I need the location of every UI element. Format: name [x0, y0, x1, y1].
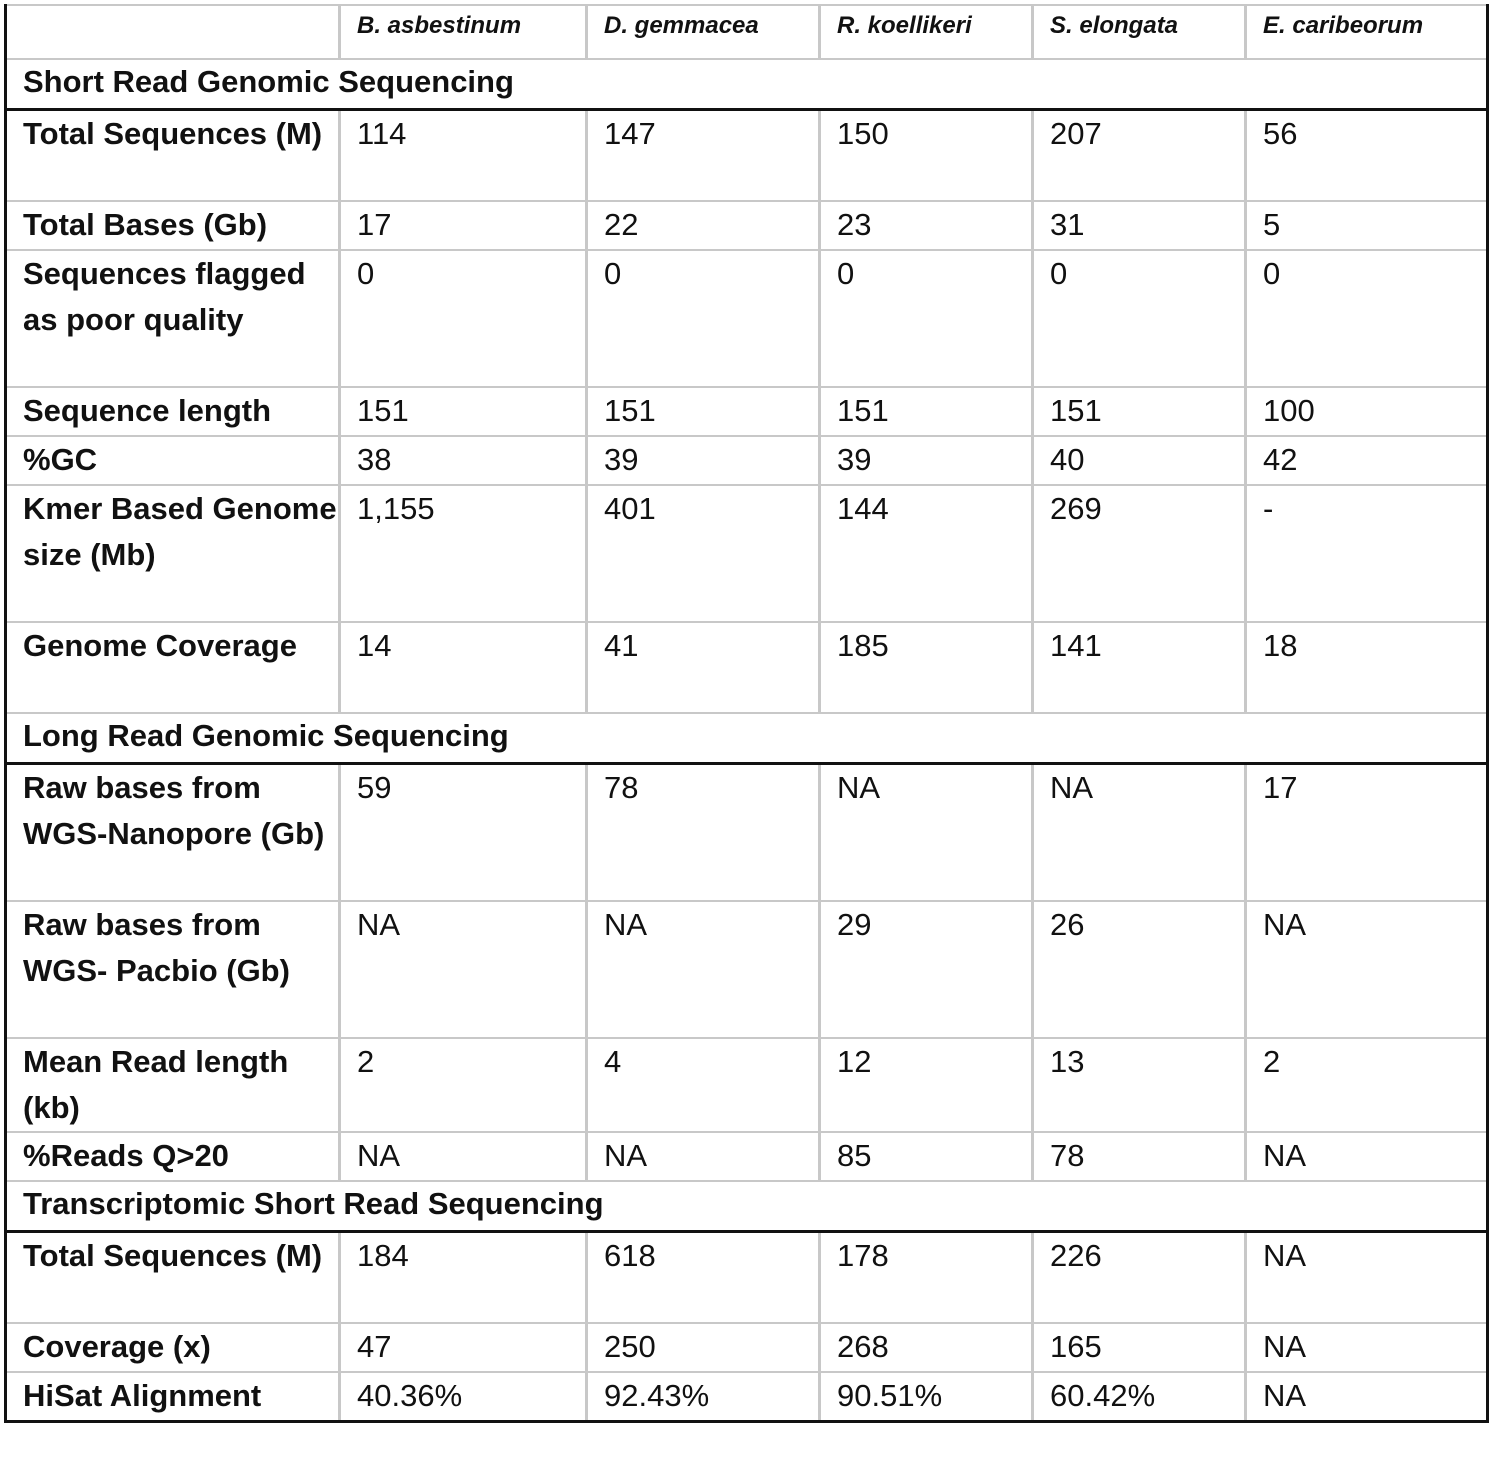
row-label: %Reads Q>20 — [6, 1132, 340, 1181]
value-cell: 41 — [587, 622, 820, 713]
value-cell: NA — [587, 901, 820, 1038]
row-label: Raw bases from WGS-Nanopore (Gb) — [6, 764, 340, 902]
row-label: Raw bases from WGS- Pacbio (Gb) — [6, 901, 340, 1038]
table-row — [6, 1132, 1488, 1181]
value-cell: 0 — [340, 250, 587, 387]
row-label: Total Bases (Gb) — [6, 201, 340, 250]
value-cell: NA — [1246, 1372, 1488, 1422]
value-cell: 38 — [340, 436, 587, 485]
value-cell: 185 — [820, 622, 1033, 713]
value-cell: 31 — [1033, 201, 1246, 250]
header-corner-cell — [6, 5, 340, 59]
value-cell: 60.42% — [1033, 1372, 1246, 1422]
value-cell: 144 — [820, 485, 1033, 622]
value-cell: 165 — [1033, 1323, 1246, 1372]
table-row — [6, 485, 1488, 622]
value-cell: 1,155 — [340, 485, 587, 622]
table-row — [6, 1372, 1488, 1422]
value-cell: 151 — [1033, 387, 1246, 436]
header-species-d-gemmacea: D. gemmacea — [587, 5, 820, 59]
table-row — [6, 764, 1488, 902]
table-row — [6, 1323, 1488, 1372]
row-label: Sequence length — [6, 387, 340, 436]
table-row — [6, 201, 1488, 250]
value-cell: 178 — [820, 1232, 1033, 1324]
section-header-row — [6, 713, 1488, 764]
value-cell: NA — [1246, 1232, 1488, 1324]
table-row — [6, 250, 1488, 387]
header-row — [6, 5, 1488, 59]
value-cell: 29 — [820, 901, 1033, 1038]
table-row — [6, 387, 1488, 436]
value-cell: 0 — [587, 250, 820, 387]
value-cell: 47 — [340, 1323, 587, 1372]
value-cell: 18 — [1246, 622, 1488, 713]
table-row — [6, 110, 1488, 202]
value-cell: 151 — [340, 387, 587, 436]
value-cell: 5 — [1246, 201, 1488, 250]
value-cell: NA — [1246, 1323, 1488, 1372]
value-cell: - — [1246, 485, 1488, 622]
section-header-row — [6, 59, 1488, 110]
value-cell: 59 — [340, 764, 587, 902]
row-label: HiSat Alignment — [6, 1372, 340, 1422]
row-label: Coverage (x) — [6, 1323, 340, 1372]
row-label: Mean Read length (kb) — [6, 1038, 340, 1132]
value-cell: 85 — [820, 1132, 1033, 1181]
value-cell: 39 — [820, 436, 1033, 485]
value-cell: 78 — [587, 764, 820, 902]
table-row — [6, 1232, 1488, 1324]
value-cell: 4 — [587, 1038, 820, 1132]
value-cell: 0 — [1246, 250, 1488, 387]
value-cell: 12 — [820, 1038, 1033, 1132]
value-cell: 100 — [1246, 387, 1488, 436]
value-cell: 92.43% — [587, 1372, 820, 1422]
header-species-b-asbestinum: B. asbestinum — [340, 5, 587, 59]
table-row — [6, 622, 1488, 713]
value-cell: 78 — [1033, 1132, 1246, 1181]
table-row — [6, 901, 1488, 1038]
table-row — [6, 436, 1488, 485]
value-cell: 151 — [820, 387, 1033, 436]
section-title: Long Read Genomic Sequencing — [6, 713, 1488, 764]
sequencing-stats-table — [4, 4, 1489, 1423]
row-label: Total Sequences (M) — [6, 1232, 340, 1324]
value-cell: 56 — [1246, 110, 1488, 202]
value-cell: 141 — [1033, 622, 1246, 713]
value-cell: 147 — [587, 110, 820, 202]
value-cell: 207 — [1033, 110, 1246, 202]
value-cell: 40.36% — [340, 1372, 587, 1422]
header-species-r-koellikeri: R. koellikeri — [820, 5, 1033, 59]
row-label: Total Sequences (M) — [6, 110, 340, 202]
row-label: Kmer Based Genome size (Mb) — [6, 485, 340, 622]
value-cell: NA — [1033, 764, 1246, 902]
value-cell: 401 — [587, 485, 820, 622]
value-cell: NA — [820, 764, 1033, 902]
section-title: Short Read Genomic Sequencing — [6, 59, 1488, 110]
value-cell: NA — [1246, 901, 1488, 1038]
table-body — [6, 5, 1488, 1422]
value-cell: 184 — [340, 1232, 587, 1324]
row-label: %GC — [6, 436, 340, 485]
value-cell: NA — [340, 1132, 587, 1181]
header-species-e-caribeorum: E. caribeorum — [1246, 5, 1488, 59]
value-cell: 151 — [587, 387, 820, 436]
header-species-s-elongata: S. elongata — [1033, 5, 1246, 59]
value-cell: NA — [340, 901, 587, 1038]
value-cell: 2 — [1246, 1038, 1488, 1132]
value-cell: 26 — [1033, 901, 1246, 1038]
value-cell: 0 — [1033, 250, 1246, 387]
value-cell: 13 — [1033, 1038, 1246, 1132]
value-cell: 22 — [587, 201, 820, 250]
row-label: Genome Coverage — [6, 622, 340, 713]
value-cell: NA — [587, 1132, 820, 1181]
value-cell: NA — [1246, 1132, 1488, 1181]
value-cell: 2 — [340, 1038, 587, 1132]
value-cell: 39 — [587, 436, 820, 485]
value-cell: 40 — [1033, 436, 1246, 485]
value-cell: 14 — [340, 622, 587, 713]
section-header-row — [6, 1181, 1488, 1232]
table-row — [6, 1038, 1488, 1132]
section-title: Transcriptomic Short Read Sequencing — [6, 1181, 1488, 1232]
value-cell: 226 — [1033, 1232, 1246, 1324]
value-cell: 0 — [820, 250, 1033, 387]
row-label: Sequences flagged as poor quality — [6, 250, 340, 387]
value-cell: 268 — [820, 1323, 1033, 1372]
value-cell: 150 — [820, 110, 1033, 202]
value-cell: 17 — [340, 201, 587, 250]
value-cell: 269 — [1033, 485, 1246, 622]
value-cell: 23 — [820, 201, 1033, 250]
value-cell: 17 — [1246, 764, 1488, 902]
value-cell: 42 — [1246, 436, 1488, 485]
value-cell: 90.51% — [820, 1372, 1033, 1422]
value-cell: 618 — [587, 1232, 820, 1324]
value-cell: 250 — [587, 1323, 820, 1372]
value-cell: 114 — [340, 110, 587, 202]
